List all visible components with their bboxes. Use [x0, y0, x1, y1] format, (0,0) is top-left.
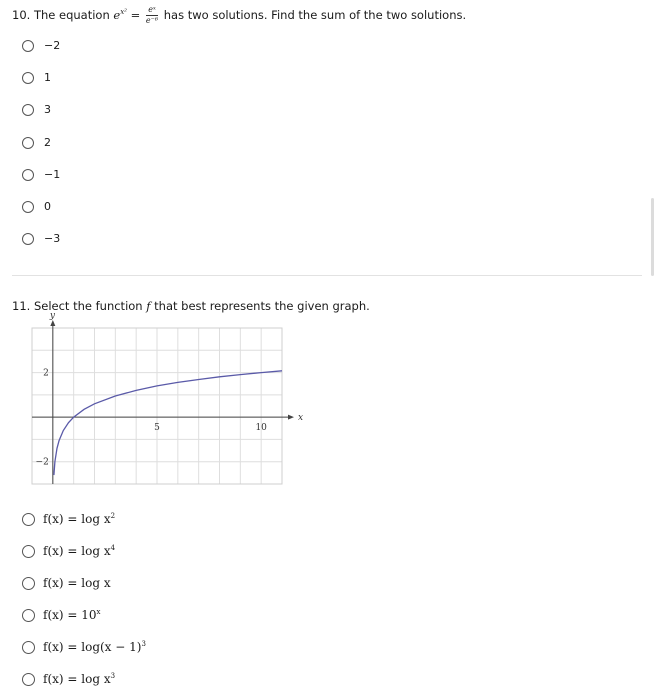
x-axis-arrow	[288, 415, 294, 420]
function-graph	[28, 311, 304, 490]
q10-option[interactable]	[0, 200, 51, 213]
radio-button[interactable]	[22, 609, 35, 622]
radio-button[interactable]	[22, 169, 34, 181]
q10-option[interactable]	[0, 168, 60, 181]
graph-grid	[32, 328, 282, 484]
q11-option[interactable]	[0, 672, 115, 686]
radio-button[interactable]	[22, 233, 34, 245]
q10-option[interactable]	[0, 232, 60, 245]
q10-option[interactable]	[0, 103, 51, 116]
scrollbar[interactable]	[651, 198, 654, 276]
q11-option-label: $f(x) = \log(x - 1)^3$	[43, 640, 146, 654]
radio-button[interactable]	[22, 137, 34, 149]
q10-option-label: −3	[44, 232, 61, 245]
q11-option[interactable]	[0, 640, 146, 654]
q10-option-label: −2	[44, 39, 61, 52]
equation-fraction: $\frac{\text{eˣ}}{\text{e⁻⁶}}$	[145, 5, 159, 25]
function-curve	[54, 371, 282, 475]
graph-labels	[36, 311, 304, 468]
radio-button[interactable]	[22, 72, 34, 84]
y-axis-label: y	[49, 311, 55, 321]
x-axis-label: x	[298, 413, 304, 424]
x-tick-label: 10	[255, 423, 267, 434]
radio-button[interactable]	[22, 545, 35, 558]
y-tick-label: 2	[43, 368, 49, 379]
radio-button[interactable]	[22, 673, 35, 686]
radio-button[interactable]	[22, 577, 35, 590]
q11-option-label: $f(x) = \log x^3$	[43, 672, 116, 686]
graph-axes	[32, 320, 294, 484]
q11-option-label: f(x) = log x	[43, 576, 111, 590]
question-10-title: 10. The equation $e^{x^2}$ = $\frac{\text{eˣ}}{\text{e⁻⁶}}$ has two solutions. Find the sum of the two solutions.	[12, 5, 467, 25]
q11-option-label: $f(x) = \log x^4$	[43, 544, 116, 558]
q10-option-label: 2	[44, 136, 51, 149]
question-divider	[12, 275, 642, 276]
q11-option[interactable]	[0, 512, 115, 526]
q11-option[interactable]	[0, 544, 115, 558]
q10-option-label: −1	[44, 168, 61, 181]
q11-option[interactable]	[0, 576, 111, 590]
radio-button[interactable]	[22, 40, 34, 52]
q10-option[interactable]	[0, 71, 51, 84]
question-11-title: 11. Select the function f that best represents the given graph.	[12, 299, 370, 313]
radio-button[interactable]	[22, 104, 34, 116]
equation-lhs: $e^{x^2}$	[113, 8, 127, 22]
q11-option-label: $f(x) = 10^x$	[43, 608, 101, 622]
radio-button[interactable]	[22, 513, 35, 526]
q10-option[interactable]	[0, 39, 60, 52]
radio-button[interactable]	[22, 641, 35, 654]
q10-option-label: 3	[44, 103, 51, 116]
radio-button[interactable]	[22, 201, 34, 213]
q10-option-label: 1	[44, 71, 51, 84]
y-tick-label: −2	[35, 457, 49, 468]
x-tick-label: 5	[154, 423, 160, 434]
q10-option-label: 0	[44, 200, 51, 213]
q11-option-label: $f(x) = \log x^2$	[43, 512, 116, 526]
q10-option[interactable]	[0, 136, 51, 149]
q11-option[interactable]	[0, 608, 100, 622]
